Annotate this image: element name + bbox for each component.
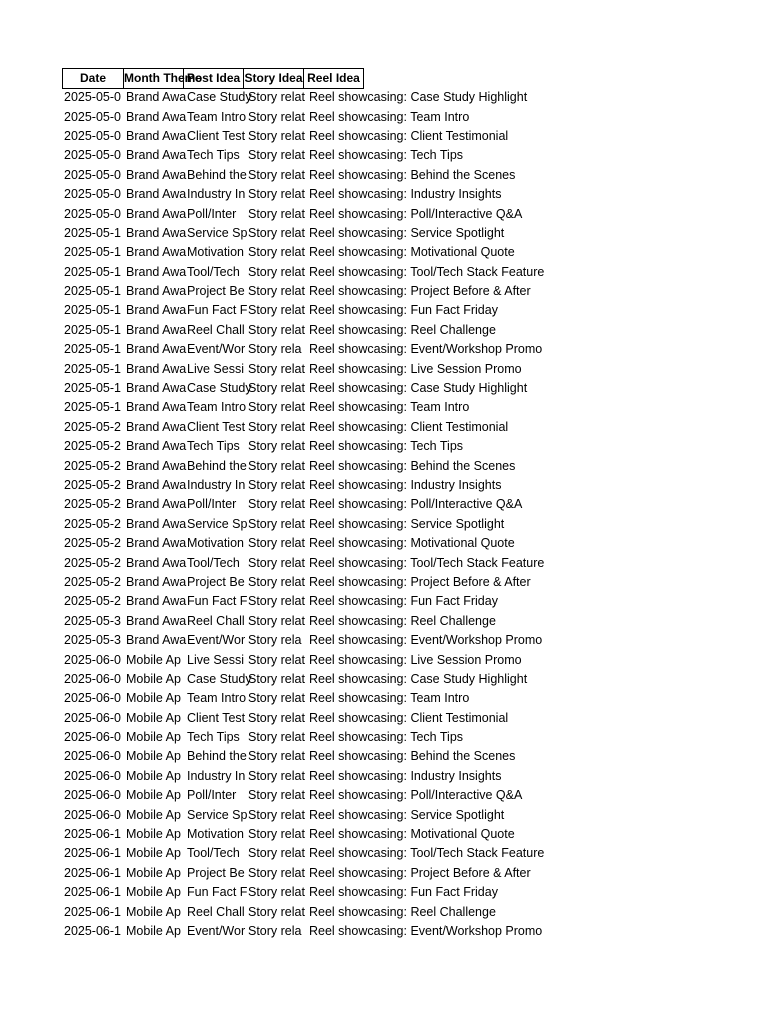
table-row <box>62 786 607 805</box>
table-row <box>62 515 607 534</box>
cell-story-idea: Story relat <box>248 167 305 182</box>
cell-reel-idea: Reel showcasing: Reel Challenge <box>309 613 496 628</box>
cell-post-idea: Reel Chall <box>187 904 245 919</box>
cell-reel-idea: Reel showcasing: Event/Workshop Promo <box>309 923 543 938</box>
cell-post-idea: Team Intro <box>187 691 247 706</box>
cell-story-idea: Story rela <box>248 633 302 648</box>
table-row <box>62 592 607 611</box>
cell-date: 2025-06-1 <box>64 865 121 880</box>
cell-story-idea: Story relat <box>248 516 305 531</box>
cell-post-idea: Tool/Tech <box>187 264 240 279</box>
cell-date: 2025-06-0 <box>64 749 121 764</box>
cell-story-idea: Story relat <box>248 788 305 803</box>
table-row <box>62 670 607 689</box>
cell-post-idea: Poll/Inter <box>187 788 237 803</box>
cell-reel-idea: Reel showcasing: Industry Insights <box>309 768 502 783</box>
cell-reel-idea: Reel showcasing: Team Intro <box>309 109 470 124</box>
table-row <box>62 728 607 747</box>
cell-post-idea: Reel Chall <box>187 613 245 628</box>
cell-date: 2025-05-3 <box>64 613 121 628</box>
cell-post-idea: Tool/Tech <box>187 846 240 861</box>
cell-story-idea: Story relat <box>248 148 305 163</box>
cell-reel-idea: Reel showcasing: Tech Tips <box>309 148 464 163</box>
cell-date: 2025-06-1 <box>64 827 121 842</box>
cell-story-idea: Story relat <box>248 904 305 919</box>
cell-date: 2025-06-0 <box>64 671 121 686</box>
cell-story-idea: Story relat <box>248 458 305 473</box>
cell-reel-idea: Reel showcasing: Client Testimonial <box>309 710 509 725</box>
cell-story-idea: Story relat <box>248 613 305 628</box>
cell-date: 2025-05-1 <box>64 284 121 299</box>
cell-post-idea: Team Intro <box>187 109 247 124</box>
table-row <box>62 185 607 204</box>
cell-story-idea: Story relat <box>248 691 305 706</box>
cell-story-idea: Story relat <box>248 594 305 609</box>
table-row <box>62 437 607 456</box>
cell-story-idea: Story relat <box>248 671 305 686</box>
cell-month-theme: Brand Awa <box>126 536 187 551</box>
cell-story-idea: Story relat <box>248 846 305 861</box>
table-row <box>62 301 607 320</box>
cell-post-idea: Fun Fact F <box>187 594 248 609</box>
cell-reel-idea: Reel showcasing: Client Testimonial <box>309 419 509 434</box>
table-row <box>62 805 607 824</box>
cell-month-theme: Mobile Ap <box>126 730 181 745</box>
cell-story-idea: Story rela <box>248 342 302 357</box>
cell-reel-idea: Reel showcasing: Tech Tips <box>309 439 464 454</box>
cell-date: 2025-05-2 <box>64 574 121 589</box>
header-story-idea: Story Idea <box>243 68 304 89</box>
table-row <box>62 321 607 340</box>
cell-reel-idea: Reel showcasing: Team Intro <box>309 691 470 706</box>
cell-reel-idea: Reel showcasing: Live Session Promo <box>309 361 522 376</box>
cell-date: 2025-05-2 <box>64 555 121 570</box>
cell-date: 2025-06-0 <box>64 788 121 803</box>
cell-date: 2025-05-1 <box>64 342 121 357</box>
cell-reel-idea: Reel showcasing: Case Study Highlight <box>309 381 528 396</box>
header-date: Date <box>62 68 124 89</box>
cell-story-idea: Story relat <box>248 128 305 143</box>
table-row <box>62 767 607 786</box>
table-row <box>62 534 607 553</box>
cell-reel-idea: Reel showcasing: Case Study Highlight <box>309 90 528 105</box>
cell-reel-idea: Reel showcasing: Poll/Interactive Q&A <box>309 497 523 512</box>
cell-date: 2025-05-3 <box>64 633 121 648</box>
cell-date: 2025-05-2 <box>64 458 121 473</box>
cell-story-idea: Story relat <box>248 710 305 725</box>
cell-story-idea: Story relat <box>248 361 305 376</box>
table-row <box>62 146 607 165</box>
cell-reel-idea: Reel showcasing: Poll/Interactive Q&A <box>309 788 523 803</box>
table-row <box>62 282 607 301</box>
cell-reel-idea: Reel showcasing: Event/Workshop Promo <box>309 633 543 648</box>
cell-post-idea: Project Be <box>187 284 245 299</box>
cell-story-idea: Story relat <box>248 400 305 415</box>
table-row <box>62 379 607 398</box>
cell-post-idea: Live Sessi <box>187 361 244 376</box>
cell-date: 2025-06-0 <box>64 691 121 706</box>
cell-story-idea: Story relat <box>248 284 305 299</box>
cell-month-theme: Brand Awa <box>126 167 187 182</box>
table-row <box>62 825 607 844</box>
cell-date: 2025-06-0 <box>64 652 121 667</box>
cell-post-idea: Service Sp <box>187 807 248 822</box>
table-row <box>62 553 607 572</box>
cell-story-idea: Story relat <box>248 225 305 240</box>
cell-post-idea: Service Sp <box>187 225 248 240</box>
cell-post-idea: Behind the <box>187 458 247 473</box>
cell-date: 2025-05-2 <box>64 439 121 454</box>
cell-reel-idea: Reel showcasing: Event/Workshop Promo <box>309 342 543 357</box>
table-row <box>62 340 607 359</box>
cell-story-idea: Story relat <box>248 536 305 551</box>
cell-date: 2025-05-2 <box>64 419 121 434</box>
cell-post-idea: Fun Fact F <box>187 303 248 318</box>
cell-date: 2025-05-2 <box>64 516 121 531</box>
cell-date: 2025-05-1 <box>64 400 121 415</box>
cell-month-theme: Brand Awa <box>126 516 187 531</box>
cell-reel-idea: Reel showcasing: Tool/Tech Stack Feature <box>309 264 545 279</box>
cell-month-theme: Brand Awa <box>126 225 187 240</box>
cell-date: 2025-05-1 <box>64 245 121 260</box>
cell-reel-idea: Reel showcasing: Motivational Quote <box>309 245 515 260</box>
cell-month-theme: Mobile Ap <box>126 807 181 822</box>
table-row <box>62 127 607 146</box>
cell-reel-idea: Reel showcasing: Tool/Tech Stack Feature <box>309 846 545 861</box>
cell-story-idea: Story rela <box>248 923 302 938</box>
cell-reel-idea: Reel showcasing: Industry Insights <box>309 478 502 492</box>
cell-date: 2025-06-1 <box>64 846 121 861</box>
cell-reel-idea: Reel showcasing: Fun Fact Friday <box>309 594 498 609</box>
cell-reel-idea: Reel showcasing: Service Spotlight <box>309 516 505 531</box>
cell-post-idea: Client Test <box>187 419 246 434</box>
cell-post-idea: Tech Tips <box>187 148 240 163</box>
cell-post-idea: Project Be <box>187 865 245 880</box>
cell-reel-idea: Reel showcasing: Behind the Scenes <box>309 167 516 182</box>
cell-reel-idea: Reel showcasing: Tech Tips <box>309 730 464 745</box>
cell-story-idea: Story relat <box>248 768 305 783</box>
cell-date: 2025-06-0 <box>64 807 121 822</box>
cell-month-theme: Brand Awa <box>126 361 187 376</box>
cell-story-idea: Story relat <box>248 827 305 842</box>
table-row <box>62 398 607 417</box>
cell-reel-idea: Reel showcasing: Reel Challenge <box>309 322 496 337</box>
cell-date: 2025-05-1 <box>64 381 121 396</box>
cell-month-theme: Brand Awa <box>126 478 187 492</box>
cell-story-idea: Story relat <box>248 749 305 764</box>
cell-month-theme: Mobile Ap <box>126 652 181 667</box>
cell-reel-idea: Reel showcasing: Tool/Tech Stack Feature <box>309 555 545 570</box>
cell-post-idea: Case Study <box>187 671 252 686</box>
cell-month-theme: Mobile Ap <box>126 904 181 919</box>
table-row <box>62 263 607 282</box>
cell-post-idea: Client Test <box>187 710 246 725</box>
cell-post-idea: Industry In <box>187 478 246 492</box>
cell-date: 2025-05-1 <box>64 322 121 337</box>
table-row <box>62 495 607 514</box>
cell-month-theme: Mobile Ap <box>126 865 181 880</box>
cell-post-idea: Live Sessi <box>187 652 244 667</box>
cell-month-theme: Brand Awa <box>126 400 187 415</box>
cell-reel-idea: Reel showcasing: Industry Insights <box>309 187 502 202</box>
header-row <box>62 68 607 89</box>
cell-date: 2025-05-0 <box>64 167 121 182</box>
cell-month-theme: Brand Awa <box>126 419 187 434</box>
table-row <box>62 418 607 437</box>
cell-date: 2025-05-2 <box>64 497 121 512</box>
cell-month-theme: Brand Awa <box>126 594 187 609</box>
table-row <box>62 204 607 223</box>
cell-date: 2025-05-2 <box>64 478 121 492</box>
table-row <box>62 650 607 669</box>
cell-month-theme: Brand Awa <box>126 458 187 473</box>
cell-post-idea: Project Be <box>187 574 245 589</box>
cell-post-idea: Service Sp <box>187 516 248 531</box>
cell-post-idea: Behind the <box>187 749 247 764</box>
cell-date: 2025-05-0 <box>64 187 121 202</box>
cell-story-idea: Story relat <box>248 90 305 105</box>
cell-month-theme: Brand Awa <box>126 245 187 260</box>
cell-post-idea: Event/Wor <box>187 923 246 938</box>
cell-month-theme: Brand Awa <box>126 109 187 124</box>
table-row <box>62 631 607 650</box>
cell-story-idea: Story relat <box>248 574 305 589</box>
cell-date: 2025-05-0 <box>64 128 121 143</box>
table-row <box>62 747 607 766</box>
cell-post-idea: Behind the <box>187 167 247 182</box>
cell-month-theme: Mobile Ap <box>126 691 181 706</box>
cell-month-theme: Mobile Ap <box>126 923 181 938</box>
cell-post-idea: Tech Tips <box>187 730 240 745</box>
table-row <box>62 902 607 921</box>
header-month-theme: Month Theme <box>123 68 184 89</box>
cell-story-idea: Story relat <box>248 439 305 454</box>
cell-month-theme: Mobile Ap <box>126 671 181 686</box>
cell-story-idea: Story relat <box>248 322 305 337</box>
cell-month-theme: Mobile Ap <box>126 846 181 861</box>
table-row <box>62 709 607 728</box>
table-row <box>62 359 607 378</box>
cell-month-theme: Brand Awa <box>126 303 187 318</box>
cell-month-theme: Brand Awa <box>126 497 187 512</box>
cell-date: 2025-05-2 <box>64 594 121 609</box>
table-row <box>62 476 607 495</box>
cell-date: 2025-05-0 <box>64 109 121 124</box>
cell-post-idea: Reel Chall <box>187 322 245 337</box>
cell-reel-idea: Reel showcasing: Case Study Highlight <box>309 671 528 686</box>
header-post-idea: Post Idea <box>183 68 244 89</box>
cell-month-theme: Brand Awa <box>126 148 187 163</box>
cell-post-idea: Event/Wor <box>187 633 246 648</box>
cell-reel-idea: Reel showcasing: Live Session Promo <box>309 652 522 667</box>
cell-post-idea: Tech Tips <box>187 439 240 454</box>
table-row <box>62 166 607 185</box>
cell-date: 2025-06-0 <box>64 710 121 725</box>
cell-story-idea: Story relat <box>248 652 305 667</box>
cell-story-idea: Story relat <box>248 807 305 822</box>
cell-post-idea: Industry In <box>187 187 246 202</box>
cell-story-idea: Story relat <box>248 109 305 124</box>
cell-story-idea: Story relat <box>248 187 305 202</box>
cell-post-idea: Motivation <box>187 827 244 842</box>
cell-date: 2025-05-0 <box>64 206 121 221</box>
cell-month-theme: Brand Awa <box>126 90 187 105</box>
cell-reel-idea: Reel showcasing: Behind the Scenes <box>309 458 516 473</box>
table-row <box>62 107 607 126</box>
cell-story-idea: Story relat <box>248 381 305 396</box>
cell-reel-idea: Reel showcasing: Fun Fact Friday <box>309 303 498 318</box>
cell-reel-idea: Reel showcasing: Client Testimonial <box>309 128 509 143</box>
cell-reel-idea: Reel showcasing: Motivational Quote <box>309 536 515 551</box>
header-reel-idea: Reel Idea <box>303 68 364 89</box>
cell-post-idea: Event/Wor <box>187 342 246 357</box>
cell-date: 2025-05-0 <box>64 148 121 163</box>
cell-post-idea: Fun Fact F <box>187 885 248 900</box>
table-row <box>62 573 607 592</box>
cell-reel-idea: Reel showcasing: Reel Challenge <box>309 904 496 919</box>
cell-month-theme: Brand Awa <box>126 187 187 202</box>
cell-month-theme: Brand Awa <box>126 613 187 628</box>
cell-reel-idea: Reel showcasing: Service Spotlight <box>309 225 505 240</box>
cell-post-idea: Team Intro <box>187 400 247 415</box>
table-row <box>62 612 607 631</box>
cell-story-idea: Story relat <box>248 264 305 279</box>
cell-month-theme: Brand Awa <box>126 381 187 396</box>
cell-reel-idea: Reel showcasing: Behind the Scenes <box>309 749 516 764</box>
cell-month-theme: Brand Awa <box>126 574 187 589</box>
cell-month-theme: Brand Awa <box>126 264 187 279</box>
cell-post-idea: Motivation <box>187 245 244 260</box>
cell-month-theme: Brand Awa <box>126 633 187 648</box>
cell-date: 2025-05-1 <box>64 361 121 376</box>
cell-date: 2025-05-2 <box>64 536 121 551</box>
cell-story-idea: Story relat <box>248 497 305 512</box>
table-row <box>62 689 607 708</box>
table-row <box>62 844 607 863</box>
cell-story-idea: Story relat <box>248 555 305 570</box>
cell-story-idea: Story relat <box>248 206 305 221</box>
cell-month-theme: Mobile Ap <box>126 827 181 842</box>
cell-date: 2025-06-1 <box>64 904 121 919</box>
cell-story-idea: Story relat <box>248 303 305 318</box>
cell-month-theme: Brand Awa <box>126 439 187 454</box>
cell-story-idea: Story relat <box>248 865 305 880</box>
cell-post-idea: Tool/Tech <box>187 555 240 570</box>
cell-month-theme: Mobile Ap <box>126 768 181 783</box>
cell-story-idea: Story relat <box>248 730 305 745</box>
cell-month-theme: Mobile Ap <box>126 788 181 803</box>
cell-date: 2025-05-0 <box>64 90 121 105</box>
cell-post-idea: Poll/Inter <box>187 206 237 221</box>
cell-reel-idea: Reel showcasing: Service Spotlight <box>309 807 505 822</box>
cell-post-idea: Poll/Inter <box>187 497 237 512</box>
cell-story-idea: Story relat <box>248 885 305 900</box>
cell-date: 2025-05-1 <box>64 225 121 240</box>
cell-reel-idea: Reel showcasing: Motivational Quote <box>309 827 515 842</box>
cell-post-idea: Industry In <box>187 768 246 783</box>
cell-month-theme: Mobile Ap <box>126 710 181 725</box>
cell-month-theme: Brand Awa <box>126 342 187 357</box>
table-row <box>62 456 607 475</box>
cell-month-theme: Brand Awa <box>126 322 187 337</box>
cell-post-idea: Case Study <box>187 381 252 396</box>
cell-date: 2025-06-0 <box>64 730 121 745</box>
cell-month-theme: Brand Awa <box>126 206 187 221</box>
table-row <box>62 864 607 883</box>
cell-story-idea: Story relat <box>248 419 305 434</box>
cell-date: 2025-06-0 <box>64 768 121 783</box>
cell-reel-idea: Reel showcasing: Project Before & After <box>309 865 531 880</box>
cell-date: 2025-06-1 <box>64 923 121 938</box>
cell-story-idea: Story relat <box>248 478 305 492</box>
table-row <box>62 88 607 107</box>
table-body <box>62 88 607 941</box>
cell-month-theme: Mobile Ap <box>126 885 181 900</box>
cell-reel-idea: Reel showcasing: Poll/Interactive Q&A <box>309 206 523 221</box>
content-calendar-sheet <box>62 68 607 941</box>
cell-post-idea: Case Study <box>187 90 252 105</box>
cell-date: 2025-05-1 <box>64 264 121 279</box>
cell-post-idea: Motivation <box>187 536 244 551</box>
table-row <box>62 224 607 243</box>
cell-reel-idea: Reel showcasing: Project Before & After <box>309 284 531 299</box>
cell-story-idea: Story relat <box>248 245 305 260</box>
cell-reel-idea: Reel showcasing: Project Before & After <box>309 574 531 589</box>
cell-month-theme: Brand Awa <box>126 284 187 299</box>
cell-reel-idea: Reel showcasing: Team Intro <box>309 400 470 415</box>
table-row <box>62 883 607 902</box>
cell-month-theme: Brand Awa <box>126 128 187 143</box>
cell-month-theme: Brand Awa <box>126 555 187 570</box>
cell-reel-idea: Reel showcasing: Fun Fact Friday <box>309 885 498 900</box>
cell-date: 2025-06-1 <box>64 885 121 900</box>
cell-month-theme: Mobile Ap <box>126 749 181 764</box>
cell-post-idea: Client Test <box>187 128 246 143</box>
table-row <box>62 243 607 262</box>
cell-date: 2025-05-1 <box>64 303 121 318</box>
table-row <box>62 922 607 941</box>
